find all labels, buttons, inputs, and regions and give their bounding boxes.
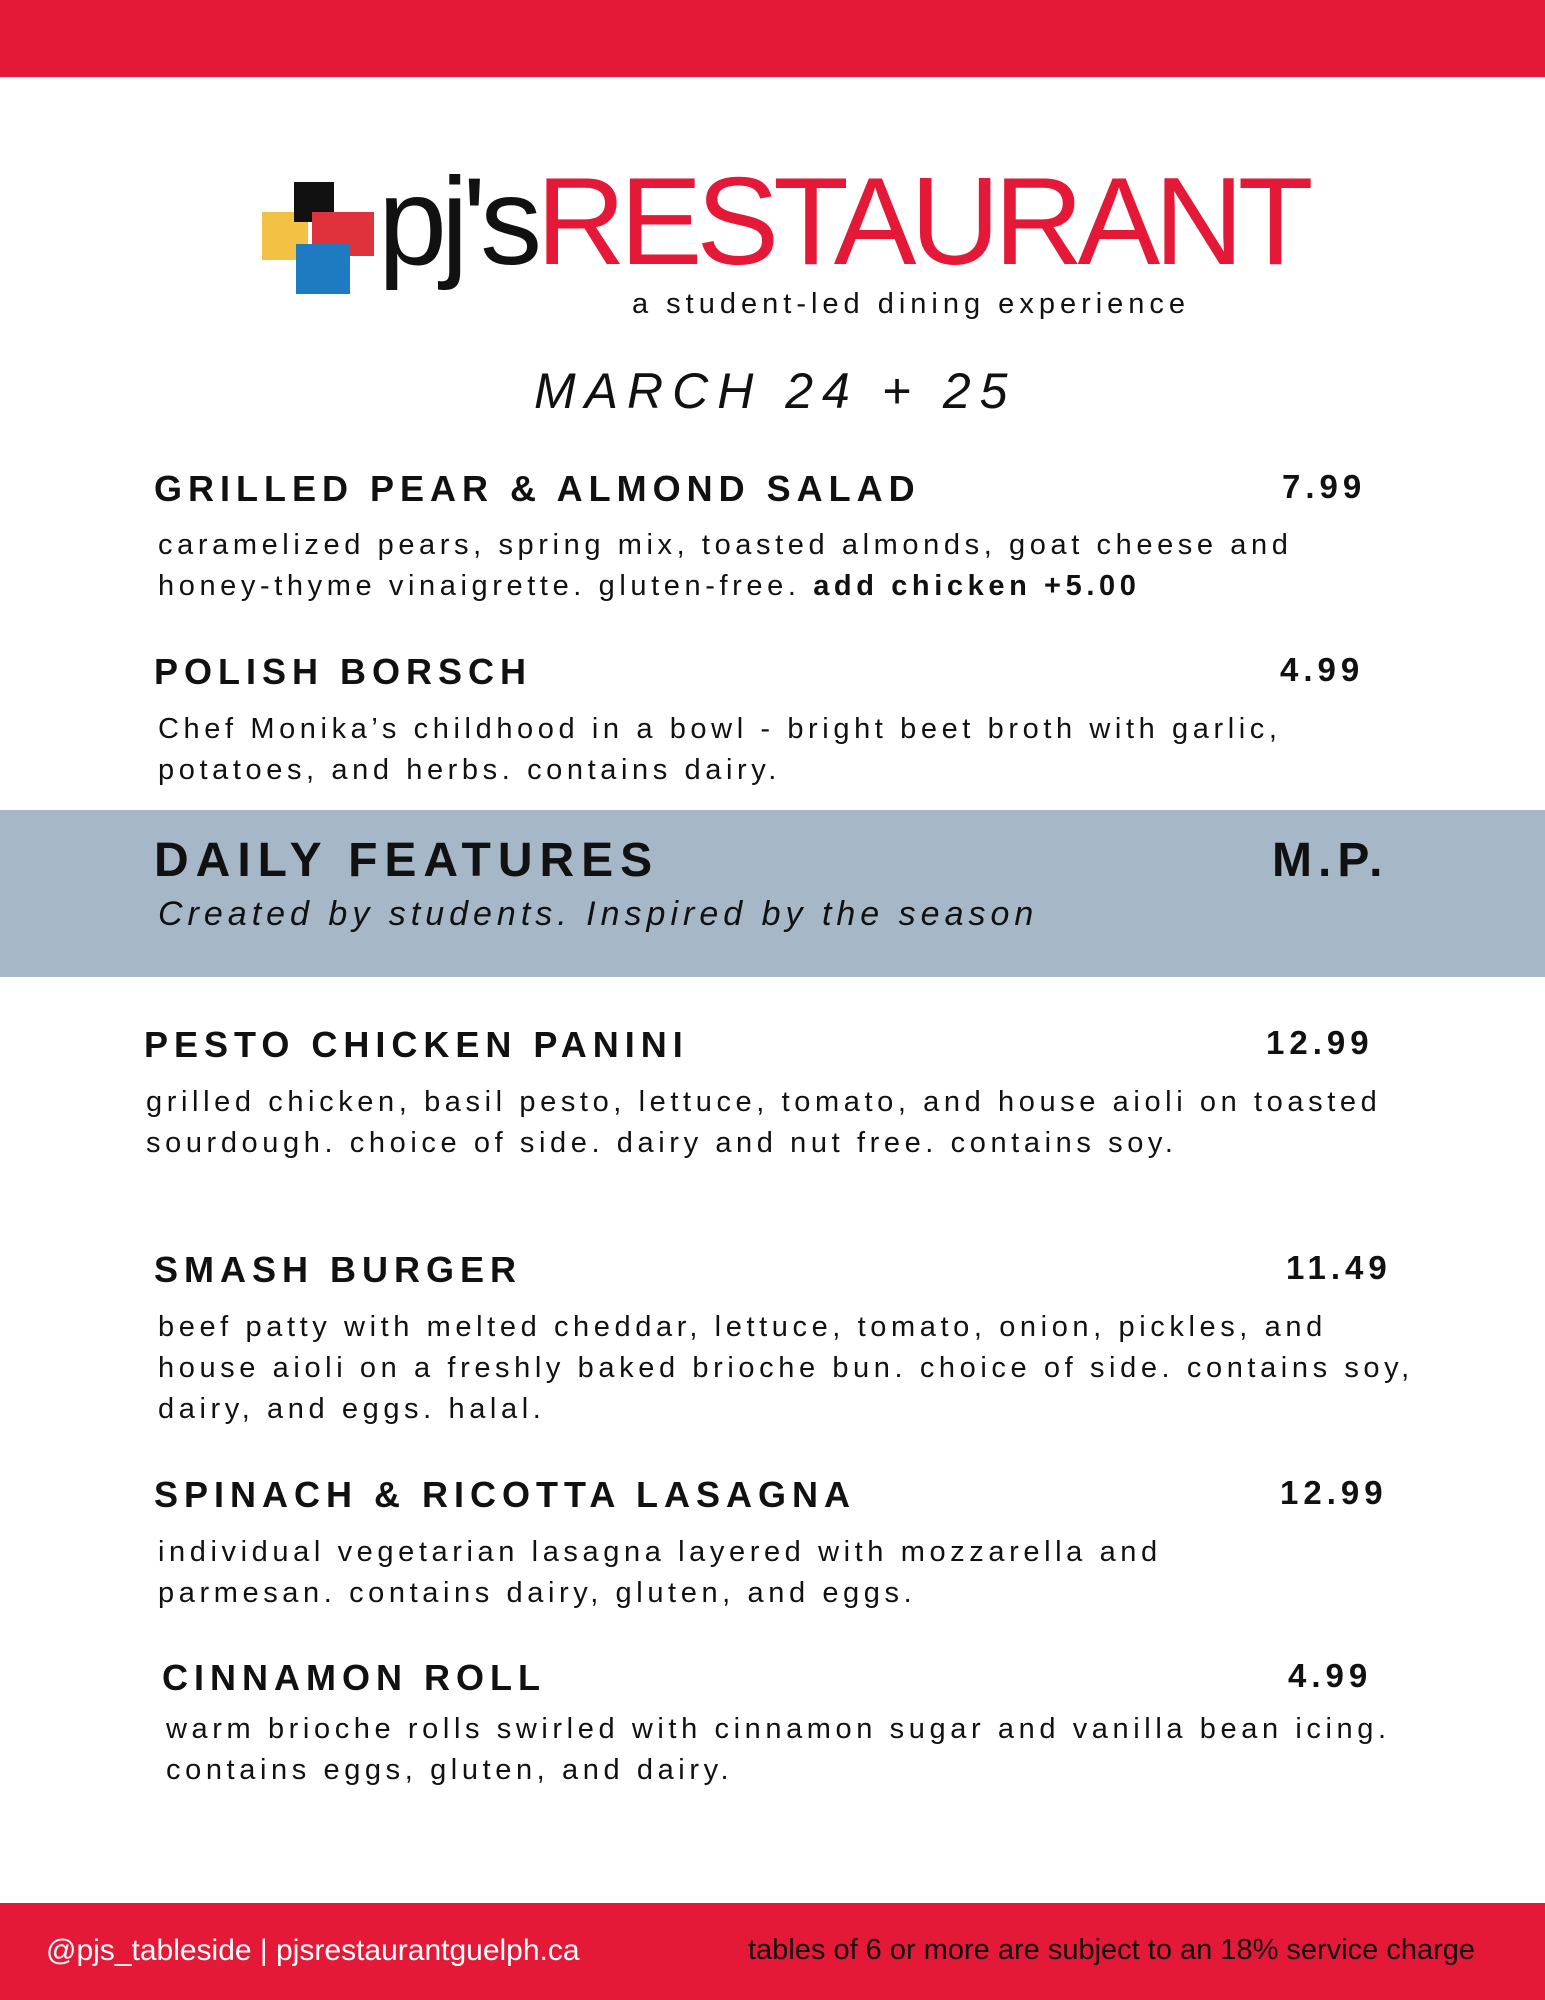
menu-item-description: warm brioche rolls swirled with cinnamon sugar and vanilla bean icing. contains eggs, gluten, and dairy. <box>166 1713 1391 1786</box>
logo-restaurant-text: RESTAURANT <box>536 153 1308 291</box>
menu-item-description: individual vegetarian lasagna layered with mozzarella and parmesan. contains dairy, gluten, and eggs. <box>158 1536 1162 1609</box>
daily-features-price: M.P. <box>1272 834 1389 887</box>
tagline: a student-led dining experience <box>632 288 1191 320</box>
menu-item-desc-text: caramelized pears, spring mix, toasted almonds, goat cheese and honey-thyme vinaigrette. gluten-free. <box>158 529 1293 602</box>
menu-item-name: PESTO CHICKEN PANINI <box>144 1024 689 1065</box>
menu-item-price: 4.99 <box>1288 1657 1373 1694</box>
menu-item-description: grilled chicken, basil pesto, lettuce, tomato, and house aioli on toasted sourdough. choice of side. dairy and nut free. contains soy. <box>146 1086 1382 1159</box>
menu-item-name: SMASH BURGER <box>154 1249 523 1290</box>
menu-item-price: 4.99 <box>1280 651 1365 688</box>
logo-squares-icon <box>262 178 374 296</box>
logo-blue-square <box>296 244 350 294</box>
menu-item-description: beef patty with melted cheddar, lettuce, tomato, onion, pickles, and house aioli on a freshly baked brioche bun. choice of side. contains soy, dairy, and eggs. halal. <box>158 1311 1414 1425</box>
menu-item-price: 7.99 <box>1282 468 1367 505</box>
menu-item-name: GRILLED PEAR & ALMOND SALAD <box>154 468 921 509</box>
menu-item-price: 12.99 <box>1280 1474 1388 1511</box>
footer-service-charge-note: tables of 6 or more are subject to an 18% service charge <box>748 1934 1475 1966</box>
daily-features-title: DAILY FEATURES <box>154 834 660 887</box>
logo-pjs-text: pj's <box>378 153 537 291</box>
menu-item-addon: add chicken +5.00 <box>813 570 1141 602</box>
menu-item-description: Chef Monika’s childhood in a bowl - bright beet broth with garlic, potatoes, and herbs. contains dairy. <box>158 713 1282 786</box>
menu-date: MARCH 24 + 25 <box>534 363 1017 419</box>
menu-item-price: 11.49 <box>1286 1249 1392 1286</box>
menu-item-name: POLISH BORSCH <box>154 651 533 692</box>
menu-item-description <box>158 525 1388 607</box>
menu-item-name: CINNAMON ROLL <box>162 1657 546 1698</box>
top-accent-bar <box>0 0 1545 77</box>
footer-social-links: @pjs_tableside | pjsrestaurantguelph.ca <box>46 1934 580 1967</box>
restaurant-logo <box>378 152 1308 292</box>
menu-item-price: 12.99 <box>1266 1024 1374 1061</box>
menu-item-name: SPINACH & RICOTTA LASAGNA <box>154 1474 856 1515</box>
daily-features-subtitle: Created by students. Inspired by the season <box>158 895 1039 933</box>
